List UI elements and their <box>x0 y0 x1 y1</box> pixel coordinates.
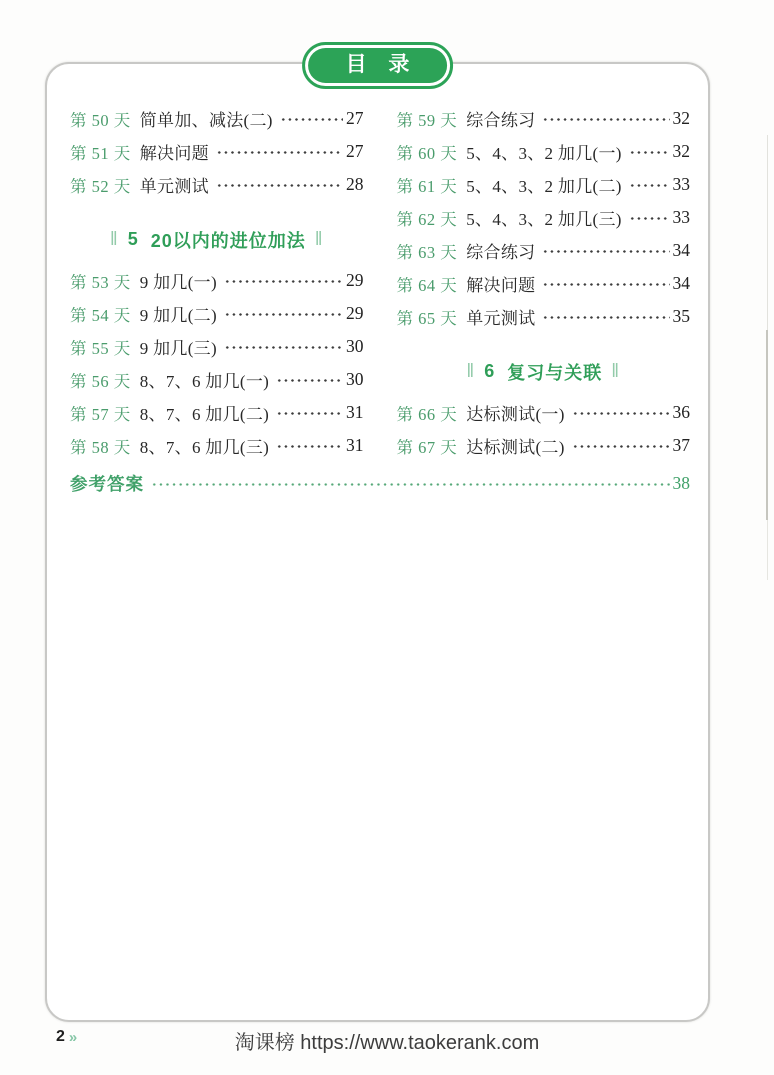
dot-leader <box>572 444 670 449</box>
section-header-5 <box>70 223 364 256</box>
scan-artifact-line <box>767 135 768 330</box>
toc-entry-page: 31 <box>346 402 364 422</box>
toc-badge <box>302 42 454 89</box>
section-bar-icon: ‖ <box>314 228 324 250</box>
toc-entry <box>70 297 364 330</box>
toc-entry-title: 达标测试(一) <box>466 405 565 424</box>
toc-entry <box>70 135 364 168</box>
toc-entry <box>397 267 691 300</box>
toc-entry <box>70 396 364 429</box>
toc-entry <box>70 429 364 462</box>
toc-entry-day: 第 66 天 <box>396 404 458 424</box>
toc-entry-title: 解决问题 <box>466 276 536 295</box>
toc-entry-page: 34 <box>672 273 690 293</box>
dot-leader <box>151 482 670 487</box>
dot-leader <box>542 315 669 320</box>
toc-entry-day: 第 50 天 <box>70 110 131 130</box>
toc-entry-title: 单元测试 <box>139 177 209 196</box>
toc-entry-title: 简单加、减法(二) <box>139 111 273 130</box>
dot-leader <box>276 378 343 383</box>
dot-leader <box>224 279 343 284</box>
answers-page: 38 <box>672 473 690 493</box>
section-bar-icon: ‖ <box>611 360 621 382</box>
toc-entry-title: 8、7、6 加几(二) <box>139 405 270 424</box>
section-bar-icon: ‖ <box>466 360 476 382</box>
section-number: 5 <box>127 229 139 249</box>
toc-entry-page: 27 <box>346 141 364 161</box>
toc-entry <box>70 330 364 363</box>
toc-entry-page: 33 <box>672 207 690 227</box>
toc-entry-day: 第 59 天 <box>396 110 458 130</box>
dot-leader <box>224 312 343 317</box>
toc-entry <box>70 168 364 201</box>
toc-entry-title: 5、4、3、2 加几(一) <box>466 144 622 163</box>
toc-entry-title: 9 加几(一) <box>139 273 217 292</box>
toc-entry <box>70 264 364 297</box>
dot-leader <box>542 282 669 287</box>
toc-entry-title: 单元测试 <box>466 309 536 328</box>
toc-entry <box>397 168 691 201</box>
toc-entry-day: 第 65 天 <box>396 308 458 328</box>
page-number-value: 2 <box>56 1028 65 1045</box>
toc-entry-title: 综合练习 <box>466 243 536 262</box>
toc-column-right <box>397 102 691 462</box>
toc-entry <box>397 201 691 234</box>
toc-entry-page: 32 <box>672 108 690 128</box>
toc-entry-title: 5、4、3、2 加几(三) <box>466 210 622 229</box>
dot-leader <box>629 150 670 155</box>
section-title: 20以内的进位加法 <box>150 230 306 251</box>
answers-label: 参考答案 <box>70 474 144 494</box>
dot-leader <box>216 150 343 155</box>
page-chevron-icon: » <box>68 1028 76 1046</box>
toc-entry-title: 9 加几(三) <box>139 339 217 358</box>
toc-entry-title: 5、4、3、2 加几(二) <box>466 177 622 196</box>
toc-entry-day: 第 55 天 <box>70 338 131 358</box>
toc-entry-day: 第 62 天 <box>396 209 458 229</box>
toc-entry-page: 30 <box>346 336 364 356</box>
toc-entry-title: 达标测试(二) <box>466 438 565 457</box>
toc-entry-page: 34 <box>672 240 690 260</box>
section-bar-icon: ‖ <box>109 228 119 250</box>
scan-artifact-line <box>767 520 768 580</box>
toc-entry <box>397 429 691 462</box>
toc-entry-day: 第 51 天 <box>70 143 131 163</box>
toc-entry-title: 综合练习 <box>466 111 536 130</box>
toc-entry <box>397 300 691 333</box>
toc-entry-day: 第 60 天 <box>396 143 458 163</box>
dot-leader <box>629 183 670 188</box>
toc-entry-day: 第 54 天 <box>70 305 131 325</box>
content-frame <box>45 53 710 1022</box>
watermark-text: 淘课榜 https://www.taokerank.com <box>234 1032 540 1054</box>
toc-entry-page: 28 <box>346 174 364 194</box>
toc-entry-page: 30 <box>346 369 364 389</box>
scan-artifact-line <box>766 330 768 520</box>
dot-leader <box>542 249 669 254</box>
toc-entry <box>397 135 691 168</box>
toc-entry-day: 第 58 天 <box>70 437 131 457</box>
toc-entry-day: 第 67 天 <box>396 437 458 457</box>
toc-entry-day: 第 52 天 <box>70 176 131 196</box>
section-title: 复习与关联 <box>507 362 603 383</box>
dot-leader <box>572 411 670 416</box>
toc-entry <box>70 102 364 135</box>
toc-entry <box>397 396 691 429</box>
toc-badge-label: 目 录 <box>345 53 418 76</box>
toc-entry-day: 第 53 天 <box>70 272 131 292</box>
toc-entry-title: 9 加几(二) <box>139 306 217 325</box>
toc-entry-page: 33 <box>672 174 690 194</box>
answers-entry <box>70 467 690 500</box>
toc-entry-page: 37 <box>672 435 690 455</box>
section-header-6 <box>397 355 691 388</box>
section-number: 6 <box>484 361 496 381</box>
toc-entry-day: 第 57 天 <box>70 404 131 424</box>
toc-columns <box>47 64 708 462</box>
toc-entry-page: 36 <box>672 402 690 422</box>
dot-leader <box>276 444 343 449</box>
toc-entry <box>397 234 691 267</box>
toc-column-left <box>70 102 364 462</box>
page-footer <box>0 1026 774 1056</box>
dot-leader <box>276 411 343 416</box>
toc-entry-page: 32 <box>672 141 690 161</box>
toc-badge-fill <box>308 48 448 83</box>
toc-entry-title: 解决问题 <box>139 144 209 163</box>
toc-entry-title: 8、7、6 加几(三) <box>139 438 270 457</box>
dot-leader <box>224 345 343 350</box>
toc-entry-page: 27 <box>346 108 364 128</box>
toc-entry-day: 第 61 天 <box>396 176 458 196</box>
toc-entry-day: 第 56 天 <box>70 371 131 391</box>
toc-entry-page: 35 <box>672 306 690 326</box>
toc-entry-page: 31 <box>346 435 364 455</box>
toc-entry-day: 第 63 天 <box>396 242 458 262</box>
toc-entry <box>70 363 364 396</box>
toc-entry <box>397 102 691 135</box>
dot-leader <box>629 216 670 221</box>
dot-leader <box>542 117 669 122</box>
toc-entry-page: 29 <box>346 303 364 323</box>
toc-entry-title: 8、7、6 加几(一) <box>139 372 270 391</box>
toc-entry-day: 第 64 天 <box>396 275 458 295</box>
dot-leader <box>280 117 343 122</box>
toc-entry-page: 29 <box>346 270 364 290</box>
dot-leader <box>216 183 343 188</box>
